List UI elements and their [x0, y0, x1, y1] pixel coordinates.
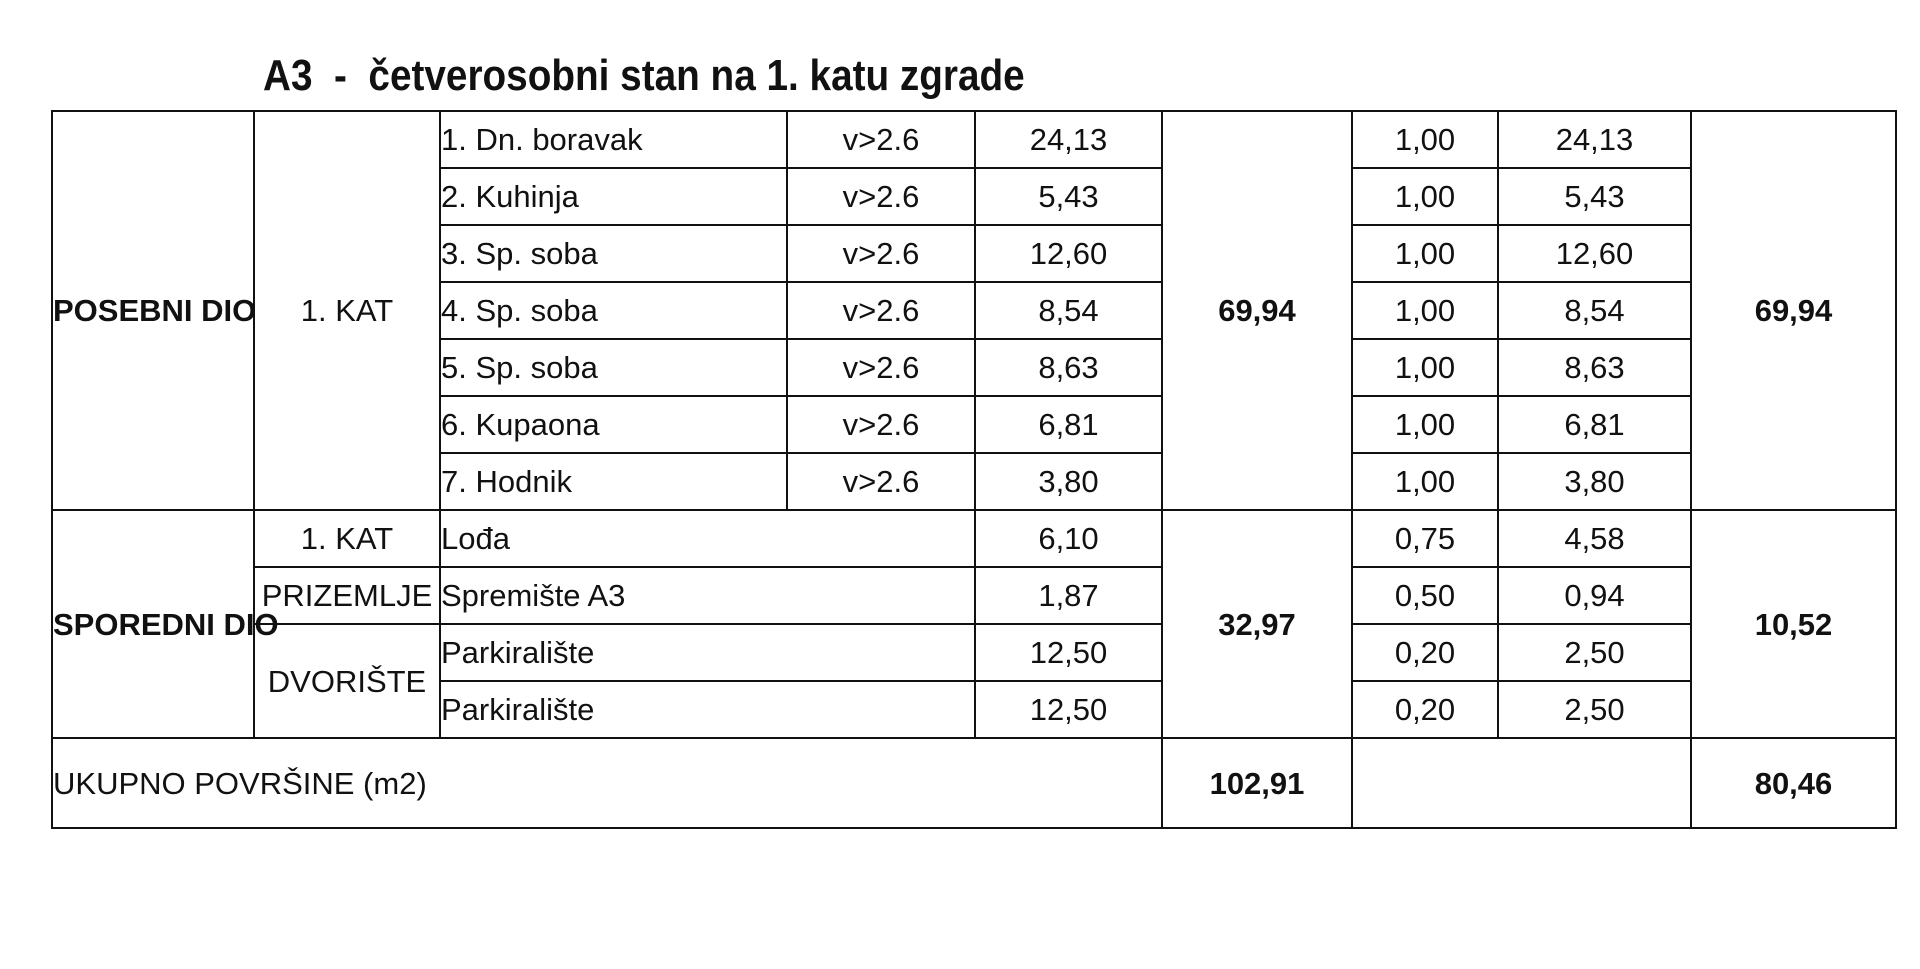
room-name: Parkiralište: [440, 624, 975, 681]
room-height: v>2.6: [787, 453, 975, 510]
section-label-sporedni: SPOREDNI DIO: [52, 510, 254, 738]
table-row: [52, 510, 1896, 567]
total-label: UKUPNO POVRŠINE (m2): [52, 738, 1162, 828]
total-weighted-area: 80,46: [1691, 738, 1896, 828]
room-weighted-area: 4,58: [1498, 510, 1691, 567]
subtotal-weighted-posebni: 69,94: [1691, 111, 1896, 510]
room-area: 24,13: [975, 111, 1162, 168]
room-weighted-area: 8,63: [1498, 339, 1691, 396]
level-label: 1. KAT: [254, 111, 440, 510]
room-area: 3,80: [975, 453, 1162, 510]
room-height: v>2.6: [787, 396, 975, 453]
room-name: 1. Dn. boravak: [440, 111, 787, 168]
table-row: [52, 567, 1896, 624]
room-name: 5. Sp. soba: [440, 339, 787, 396]
room-name: 6. Kupaona: [440, 396, 787, 453]
room-coefficient: 1,00: [1352, 225, 1498, 282]
total-area: 102,91: [1162, 738, 1352, 828]
room-weighted-area: 3,80: [1498, 453, 1691, 510]
room-weighted-area: 8,54: [1498, 282, 1691, 339]
room-area: 12,50: [975, 681, 1162, 738]
total-empty-cell: [1352, 738, 1691, 828]
room-area: 8,63: [975, 339, 1162, 396]
room-weighted-area: 5,43: [1498, 168, 1691, 225]
room-name: 3. Sp. soba: [440, 225, 787, 282]
level-label: 1. KAT: [254, 510, 440, 567]
room-name: Lođa: [440, 510, 975, 567]
room-name: 4. Sp. soba: [440, 282, 787, 339]
room-weighted-area: 0,94: [1498, 567, 1691, 624]
room-weighted-area: 12,60: [1498, 225, 1691, 282]
room-area: 12,60: [975, 225, 1162, 282]
room-height: v>2.6: [787, 225, 975, 282]
room-weighted-area: 2,50: [1498, 624, 1691, 681]
table-row: [52, 111, 1896, 168]
room-area: 12,50: [975, 624, 1162, 681]
room-area: 1,87: [975, 567, 1162, 624]
room-area: 5,43: [975, 168, 1162, 225]
room-weighted-area: 6,81: [1498, 396, 1691, 453]
table-row: [52, 624, 1896, 681]
room-coefficient: 1,00: [1352, 453, 1498, 510]
room-name: Spremište A3: [440, 567, 975, 624]
room-area: 6,81: [975, 396, 1162, 453]
room-height: v>2.6: [787, 282, 975, 339]
room-height: v>2.6: [787, 111, 975, 168]
room-coefficient: 1,00: [1352, 339, 1498, 396]
room-coefficient: 1,00: [1352, 168, 1498, 225]
room-name: 7. Hodnik: [440, 453, 787, 510]
room-weighted-area: 24,13: [1498, 111, 1691, 168]
room-area: 6,10: [975, 510, 1162, 567]
section-label-posebni: POSEBNI DIO: [52, 111, 254, 510]
room-coefficient: 0,20: [1352, 624, 1498, 681]
subtotal-weighted-sporedni: 10,52: [1691, 510, 1896, 738]
level-label: PRIZEMLJE: [254, 567, 440, 624]
room-coefficient: 0,50: [1352, 567, 1498, 624]
area-table: [51, 110, 1897, 829]
room-coefficient: 1,00: [1352, 111, 1498, 168]
room-height: v>2.6: [787, 168, 975, 225]
room-weighted-area: 2,50: [1498, 681, 1691, 738]
level-label: DVORIŠTE: [254, 624, 440, 738]
page-title: A3 - četverosobni stan na 1. katu zgrade: [263, 51, 1025, 100]
room-area: 8,54: [975, 282, 1162, 339]
room-coefficient: 1,00: [1352, 282, 1498, 339]
room-coefficient: 1,00: [1352, 396, 1498, 453]
room-name: 2. Kuhinja: [440, 168, 787, 225]
room-name: Parkiralište: [440, 681, 975, 738]
room-coefficient: 0,75: [1352, 510, 1498, 567]
room-height: v>2.6: [787, 339, 975, 396]
room-coefficient: 0,20: [1352, 681, 1498, 738]
subtotal-area-sporedni: 32,97: [1162, 510, 1352, 738]
subtotal-area-posebni: 69,94: [1162, 111, 1352, 510]
total-row: [52, 738, 1896, 828]
